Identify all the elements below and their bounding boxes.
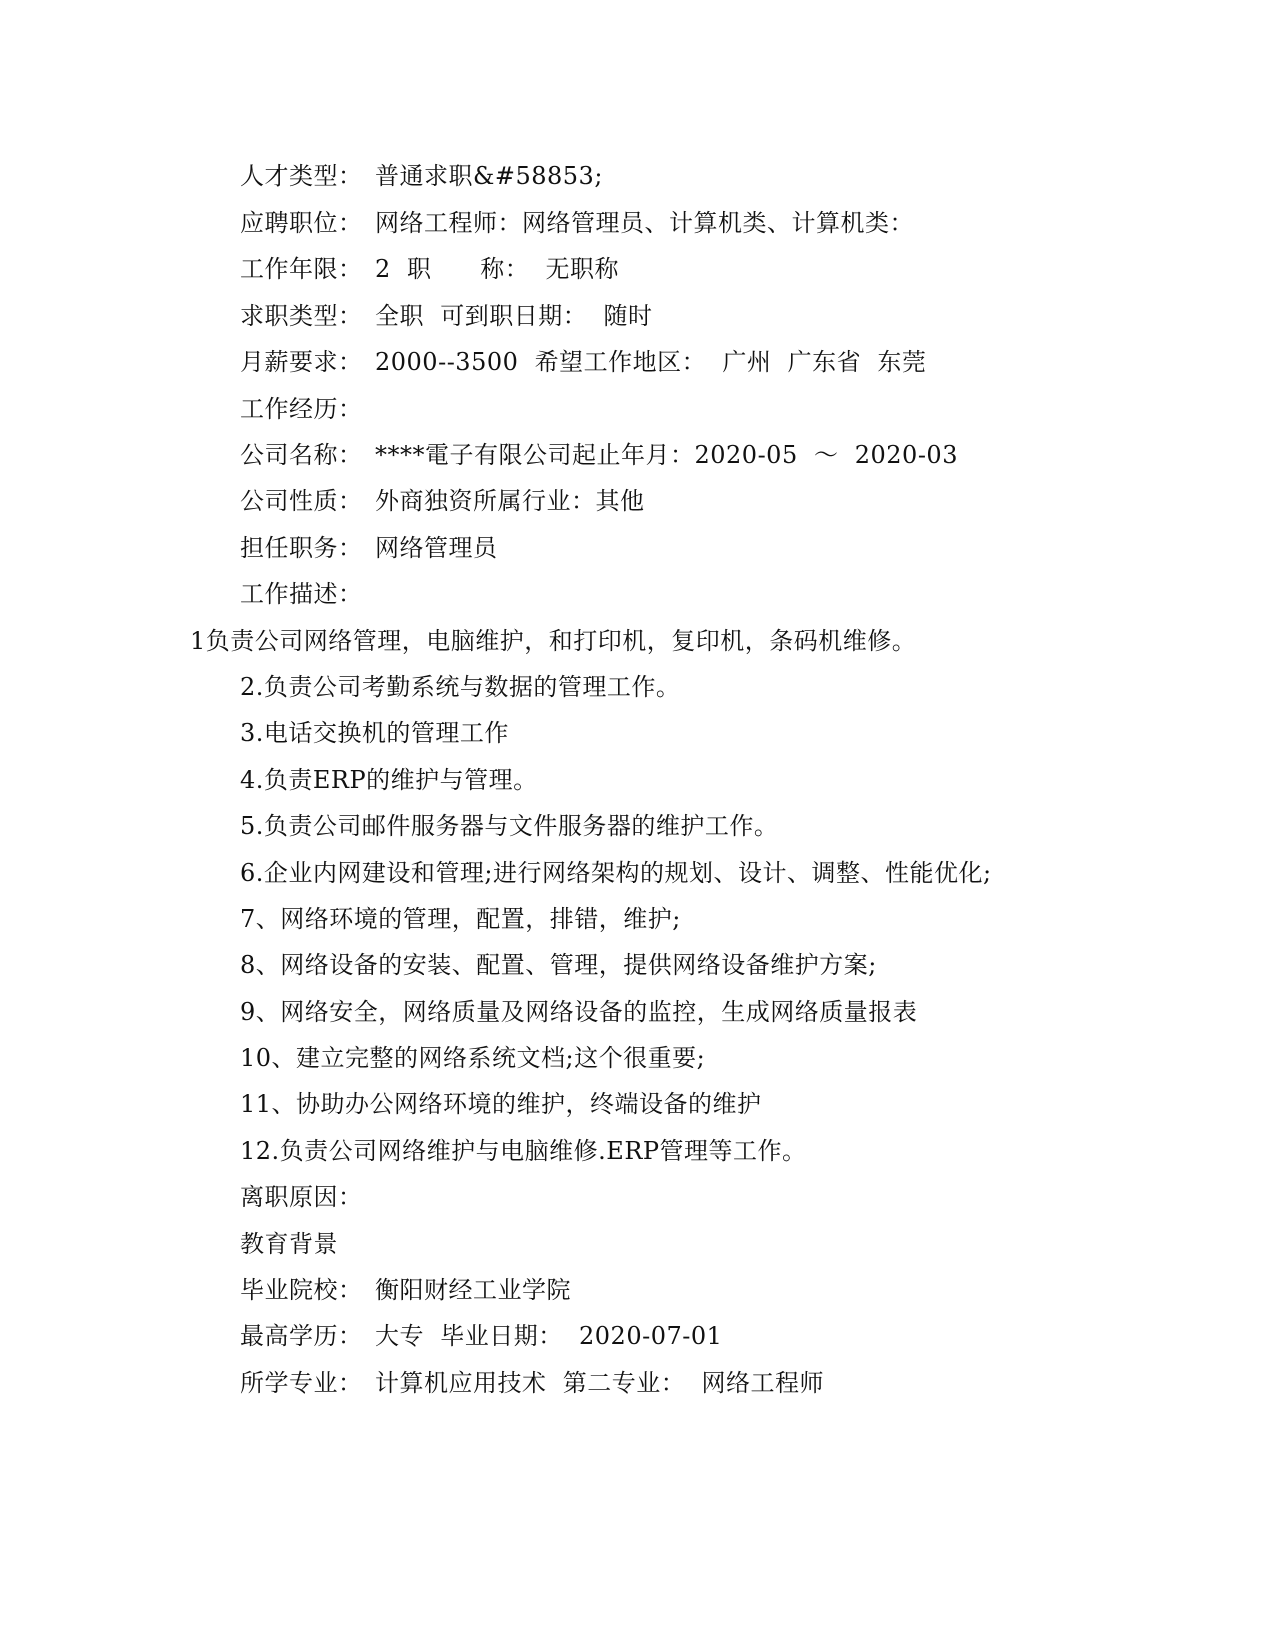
field-label: 人才类型： [240,162,363,190]
field-value: 衡阳财经工业学院 [375,1276,571,1304]
field-value: 网络工程师：网络管理员、计算机类、计算机类： [375,209,914,237]
field-value: 网络管理员 [375,534,498,562]
experience-heading: 工作经历： [240,395,363,423]
company-role [240,534,498,562]
field-value: 2000--3500 希望工作地区： 广州 广东省 东莞 [375,348,927,376]
field-value: 普通求职&#58853; [375,162,603,190]
duty-item: 7、网络环境的管理，配置，排错，维护; [240,905,681,933]
company-nature [240,487,645,515]
education-school [240,1276,571,1304]
duty-item: 6.企业内网建设和管理;进行网络架构的规划、设计、调整、性能优化; [240,859,992,887]
field-value: ****電子有限公司起止年月：2020-05 ～ 2020-03 [375,441,958,469]
duty-item: 4.负责ERP的维护与管理。 [240,766,538,794]
field-label: 求职类型： [240,302,363,330]
duty-item: 5.负责公司邮件服务器与文件服务器的维护工作。 [240,812,779,840]
field-label: 担任职务： [240,534,363,562]
duty-item: 3.电话交换机的管理工作 [240,719,509,747]
profile-position [240,209,914,237]
profile-salary [240,348,926,376]
field-value: 大专 毕业日期： 2020-07-01 [375,1322,723,1350]
profile-job-type [240,302,653,330]
field-value: 外商独资所属行业：其他 [375,487,645,515]
education-degree [240,1322,722,1350]
profile-years [240,255,619,283]
field-value: 2 职 称： 无职称 [375,255,620,283]
duty-item: 11、协助办公网络环境的维护，终端设备的维护 [240,1090,762,1118]
field-label: 最高学历： [240,1322,363,1350]
description-heading: 工作描述： [240,580,363,608]
field-label: 公司名称： [240,441,363,469]
field-value: 全职 可到职日期： 随时 [375,302,653,330]
leaving-reason: 离职原因： [240,1183,363,1211]
duty-item: 9、网络安全，网络质量及网络设备的监控，生成网络质量报表 [240,998,918,1026]
profile-talent-type [240,162,603,190]
field-label: 公司性质： [240,487,363,515]
education-major [240,1369,824,1397]
field-label: 应聘职位： [240,209,363,237]
field-label: 毕业院校： [240,1276,363,1304]
duty-item: 1负责公司网络管理，电脑维护，和打印机，复印机，条码机维修。 [190,627,917,655]
duty-item: 8、网络设备的安装、配置、管理，提供网络设备维护方案; [240,951,877,979]
field-value: 计算机应用技术 第二专业： 网络工程师 [375,1369,825,1397]
field-label: 工作年限： [240,255,363,283]
education-heading: 教育背景 [240,1230,338,1258]
field-label: 月薪要求： [240,348,363,376]
duty-item: 12.负责公司网络维护与电脑维修.ERP管理等工作。 [240,1137,807,1165]
company-name [240,441,958,469]
duty-item: 2.负责公司考勤系统与数据的管理工作。 [240,673,681,701]
field-label: 所学专业： [240,1369,363,1397]
duty-item: 10、建立完整的网络系统文档;这个很重要; [240,1044,706,1072]
